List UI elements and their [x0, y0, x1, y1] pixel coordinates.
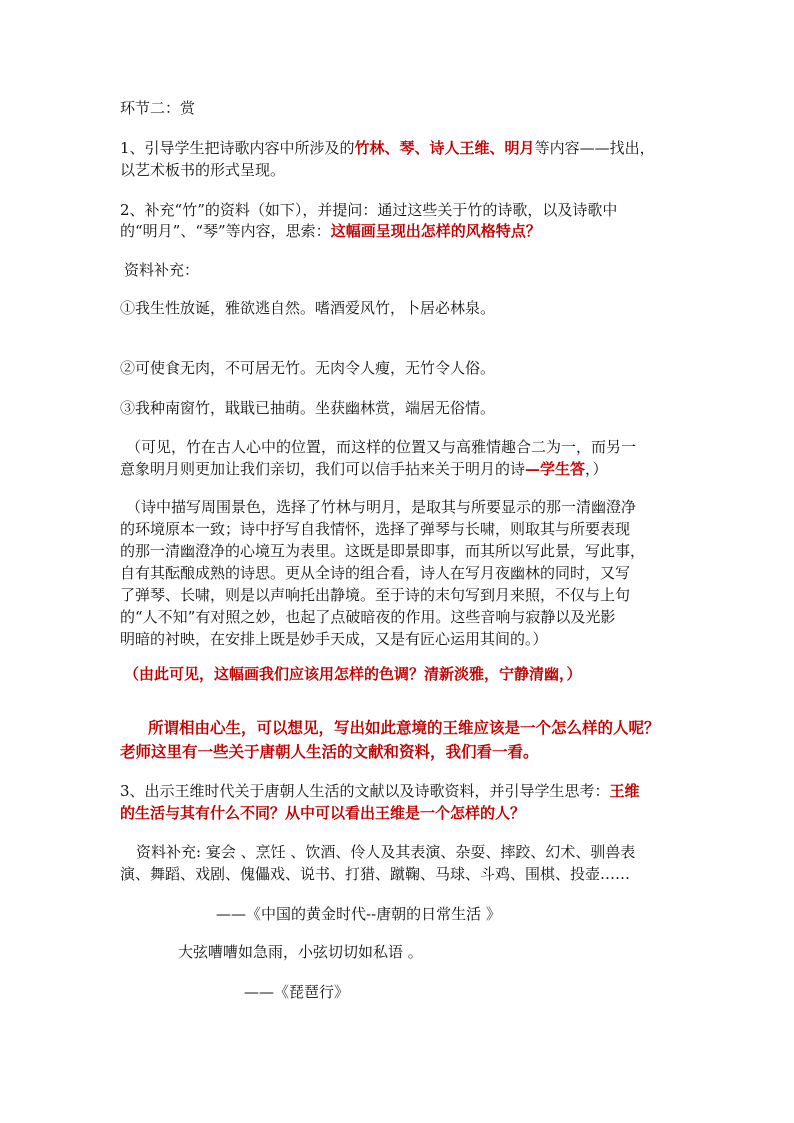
item1-line1 — [120, 138, 655, 158]
item3-highlight: 王维 — [609, 782, 640, 800]
moon-para-text-a: 意象明月则更加让我们亲切，我们可以信手拈来关于明月的诗 — [120, 460, 526, 478]
source-citation-1: ——《中国的黄金时代--唐朝的日常生活 》 — [216, 905, 501, 923]
poem-analysis-line2: 的环境原本一致；诗中抒写自我情怀，选择了弹琴与长啸，则取其与所要表现 — [120, 520, 631, 538]
item2-question: 这幅画呈现出怎样的风格特点？ — [330, 222, 541, 240]
moon-para-student-answer: —学生答 — [525, 460, 586, 478]
item3-line2: 的生活与其有什么不同？从中可以看出王维是一个怎样的人？ — [120, 804, 526, 822]
item2-line2 — [120, 221, 541, 241]
poem-analysis-line3: 的那一清幽澄净的心境互为表里。这既是即景即事，而其所以写此景，写此事， — [120, 542, 646, 560]
moon-para-line1: （可见，竹在古人心中的位置，而这样的位置又与高雅情趣合二为一，而另一 — [126, 438, 637, 456]
item2-line1: 2、补充“竹”的资料（如下），并提问：通过这些关于竹的诗歌，以及诗歌中 — [120, 201, 618, 219]
item1-text-b: 等内容——找出， — [534, 139, 655, 157]
quote-2: ②可使食无肉，不可居无竹。无肉令人瘦，无竹令人俗。 — [120, 359, 496, 377]
source-citation-2: ——《琵琶行》 — [244, 983, 350, 1001]
supplement-label: 资料补充： — [124, 261, 200, 279]
item3-line1 — [120, 781, 640, 801]
quote-3: ③我种南窗竹，戢戢已抽萌。坐获幽林赏，端居无俗情。 — [120, 399, 496, 417]
moon-para-text-b: ，） — [585, 460, 608, 478]
poem-quote: 大弦嘈嘈如急雨，小弦切切如私语 。 — [178, 943, 423, 961]
poem-analysis-line5: 了弹琴、长啸，则是以声响托出静境。至于诗的末句写到月来照，不仅与上句 — [120, 586, 631, 604]
poem-analysis-line7: 明暗的衬映，在安排上既是妙手天成，又是有匠心运用其间的。） — [120, 630, 548, 648]
transition-line2: 老师这里有一些关于唐朝人生活的文献和资料，我们看一看。 — [120, 742, 539, 761]
transition-line1: 所谓相由心生，可以想见，写出如此意境的王维应该是一个怎么样的人呢？ — [148, 718, 660, 737]
poem-analysis-line6: 的“人不知”有对照之妙，也起了点破暗夜的作用。这些音响与寂静以及光影 — [120, 608, 616, 626]
poem-analysis-line4: 自有其酝酿成熟的诗思。更从全诗的组合看，诗人在写月夜幽林的同时，又写 — [120, 564, 631, 582]
item1-line2: 以艺术板书的形式呈现。 — [120, 161, 286, 179]
section-title: 环节二：赏 — [120, 99, 196, 117]
item1-text-a: 1、引导学生把诗歌内容中所涉及的 — [120, 139, 355, 157]
item2-text-a: 的“明月”、“琴”等内容，思索： — [120, 222, 331, 240]
conclusion: （由此可见，这幅画我们应该用怎样的色调？清新淡雅，宁静清幽，） — [124, 665, 582, 683]
activities-line1: 资料补充: 宴会 、烹饪 、饮酒、伶人及其表演、杂耍、摔跤、幻术、驯兽表 — [136, 843, 636, 861]
quote-1: ①我生性放诞，雅欲逃自然。嗜酒爱风竹，卜居必林泉。 — [120, 299, 496, 317]
activities-line2: 演、舞蹈、戏剧、傀儡戏、说书、打猎、蹴鞠、马球、斗鸡、围棋、投壶…… — [120, 865, 631, 883]
item1-highlight: 竹林、琴、诗人王维、明月 — [354, 139, 535, 157]
moon-para-line2 — [120, 459, 608, 479]
item3-text-a: 3、出示王维时代关于唐朝人生活的文献以及诗歌资料，并引导学生思考： — [120, 782, 610, 800]
poem-analysis-line1: （诗中描写周围景色，选择了竹林与明月，是取其与所要显示的那一清幽澄净 — [126, 498, 637, 516]
